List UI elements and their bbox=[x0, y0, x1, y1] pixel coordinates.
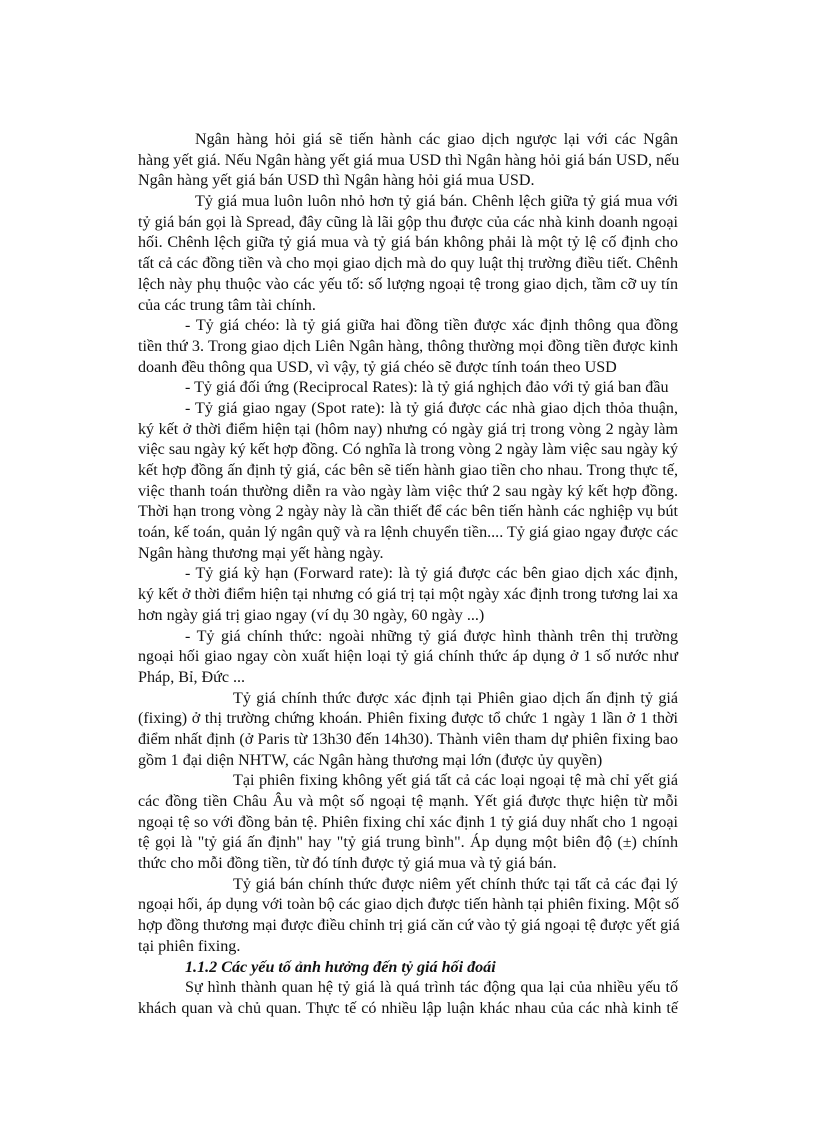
text-line: (fixing) ở thị trường chứng khoán. Phiên fixing được tổ chức 1 ngày 1 lần ở 1 thời bbox=[138, 710, 678, 728]
text-line: toán, kế toán, quản lý ngân quỹ và ra lệnh chuyển tiền.... Tỷ giá giao ngay được các bbox=[138, 524, 678, 542]
text-line: lệch này phụ thuộc vào các yếu tố: số lượng ngoại tệ trong giao dịch, tầm cỡ uy tín bbox=[138, 275, 678, 293]
text-line: việc sau ngày ký kết hợp đồng. Có nghĩa là trong vòng 2 ngày làm việc sau ngày ký bbox=[138, 441, 678, 459]
text-line: hàng yết giá. Nếu Ngân hàng yết giá mua USD thì Ngân hàng hỏi giá bán USD, nếu bbox=[138, 151, 680, 169]
text-line: tỷ giá bán gọi là Spread, đây cũng là lãi gộp thu được của các nhà kinh doanh ngoại bbox=[138, 213, 678, 231]
text-line: - Tỷ giá kỳ hạn (Forward rate): là tỷ giá được các bên giao dịch xác định, bbox=[185, 565, 678, 583]
text-line: ngoại hối, áp dụng với toàn bộ các giao dịch được tiến hành tại phiên fixing. Một số bbox=[138, 896, 680, 914]
text-line: các đồng tiền Châu Âu và một số ngoại tệ mạnh. Yết giá được thực hiện từ mỗi bbox=[138, 793, 678, 810]
text-line: tất cả các đồng tiền và cho mọi giao dịch mà do quy luật thị trường điều tiết. Chênh bbox=[138, 255, 678, 273]
text-line: thức cho mỗi đồng tiền, từ đó tính được tỷ giá mua và tỷ giá bán. bbox=[138, 855, 557, 873]
text-line: Thời hạn trong vòng 2 ngày này là cần thiết để các bên tiến hành các nghiệp vụ bút bbox=[138, 503, 678, 521]
text-line: ngoại hối giao ngay còn xuất hiện loại tỷ giá chính thức áp dụng ở 1 số nước như bbox=[138, 648, 678, 666]
text-line: gồm 1 đại diện NHTW, các Ngân hàng thương mại lớn (được ủy quyền) bbox=[138, 751, 603, 769]
text-line: hợp đồng thương mại được điều chỉnh trị giá căn cứ vào tỷ giá ngoại tệ được yết giá bbox=[138, 917, 680, 935]
text-line: Tỷ giá bán chính thức được niêm yết chính thức tại tất cả các đại lý bbox=[233, 875, 678, 893]
text-line: Ngân hàng thương mại yết hàng ngày. bbox=[138, 544, 384, 562]
text-line: tiền thứ 3. Trong giao dịch Liên Ngân hàng, thông thường mọi đồng tiền được kinh bbox=[138, 337, 678, 355]
text-line: Ngân hàng yết giá bán USD thì Ngân hàng hỏi giá mua USD. bbox=[138, 172, 535, 190]
text-line: kết hợp đồng ấn định tỷ giá, các bên sẽ tiến hành giao tiền cho nhau. Trong thực tế, bbox=[138, 462, 678, 479]
section-heading: 1.1.2 Các yếu tố ảnh hưởng đến tỷ giá hối đoái bbox=[185, 958, 496, 976]
text-line: - Tỷ giá chéo: là tỷ giá giữa hai đồng tiền được xác định thông qua đồng bbox=[185, 317, 678, 335]
text-line: việc thanh toán thường diễn ra vào ngày làm việc thứ 2 sau ngày ký kết hợp đồng. bbox=[138, 482, 678, 500]
text-line: tệ gọi là "tỷ giá ấn định" hay "tỷ giá trung bình". Áp dụng một biên độ (±) chính bbox=[138, 834, 678, 852]
text-line: Tại phiên fixing không yết giá tất cả các loại ngoại tệ mà chỉ yết giá bbox=[233, 772, 678, 790]
text-line: điểm nhất định (ở Paris từ 13h30 đến 14h30). Thành viên tham dự phiên fixing bao bbox=[138, 730, 678, 748]
text-line: ký kết ở thời điểm hiện tại nhưng có giá trị tại một ngày xác định trong tương lai xa bbox=[138, 586, 678, 604]
text-line: Sự hình thành quan hệ tỷ giá là quá trình tác động qua lại của nhiều yếu tố bbox=[185, 979, 678, 997]
text-line: Ngân hàng hỏi giá sẽ tiến hành các giao dịch ngược lại với các Ngân bbox=[195, 131, 678, 148]
text-line: tại phiên fixing. bbox=[138, 937, 241, 955]
text-line: ngoại tệ so với đồng bản tệ. Phiên fixing chỉ xác định 1 tỷ giá duy nhất cho 1 ngoại bbox=[138, 813, 678, 831]
text-line: Pháp, Bỉ, Đức ... bbox=[138, 668, 246, 686]
text-line: - Tỷ giá đối ứng (Reciprocal Rates): là tỷ giá nghịch đảo với tỷ giá ban đầu bbox=[185, 379, 669, 397]
document-page bbox=[138, 130, 678, 1020]
text-line: của các trung tâm tài chính. bbox=[138, 296, 316, 314]
text-line: Tỷ giá chính thức được xác định tại Phiên giao dịch ấn định tỷ giá bbox=[233, 689, 678, 707]
text-line: - Tỷ giá chính thức: ngoài những tỷ giá được hình thành trên thị trường bbox=[185, 627, 678, 645]
text-line: khách quan và chủ quan. Thực tế có nhiều lập luận khác nhau của các nhà kinh tế bbox=[138, 999, 678, 1017]
text-line: doanh đều thông qua USD, vì vậy, tỷ giá chéo sẽ được tính toán theo USD bbox=[138, 358, 617, 376]
text-line: ký kết ở thời điểm hiện tại (hôm nay) nhưng có ngày giá trị trong vòng 2 ngày làm bbox=[138, 420, 678, 438]
text-line: hơn ngày giá trị giao ngay (ví dụ 30 ngày, 60 ngày ...) bbox=[138, 606, 485, 624]
text-line: hối. Chênh lệch giữa tỷ giá mua và tỷ giá bán không phải là một tỷ lệ cố định cho bbox=[138, 234, 678, 252]
text-line: Tỷ giá mua luôn luôn nhỏ hơn tỷ giá bán. Chênh lệch giữa tỷ giá mua với bbox=[195, 193, 678, 211]
text-line: - Tỷ giá giao ngay (Spot rate): là tỷ giá được các nhà giao dịch thỏa thuận, bbox=[185, 399, 678, 417]
